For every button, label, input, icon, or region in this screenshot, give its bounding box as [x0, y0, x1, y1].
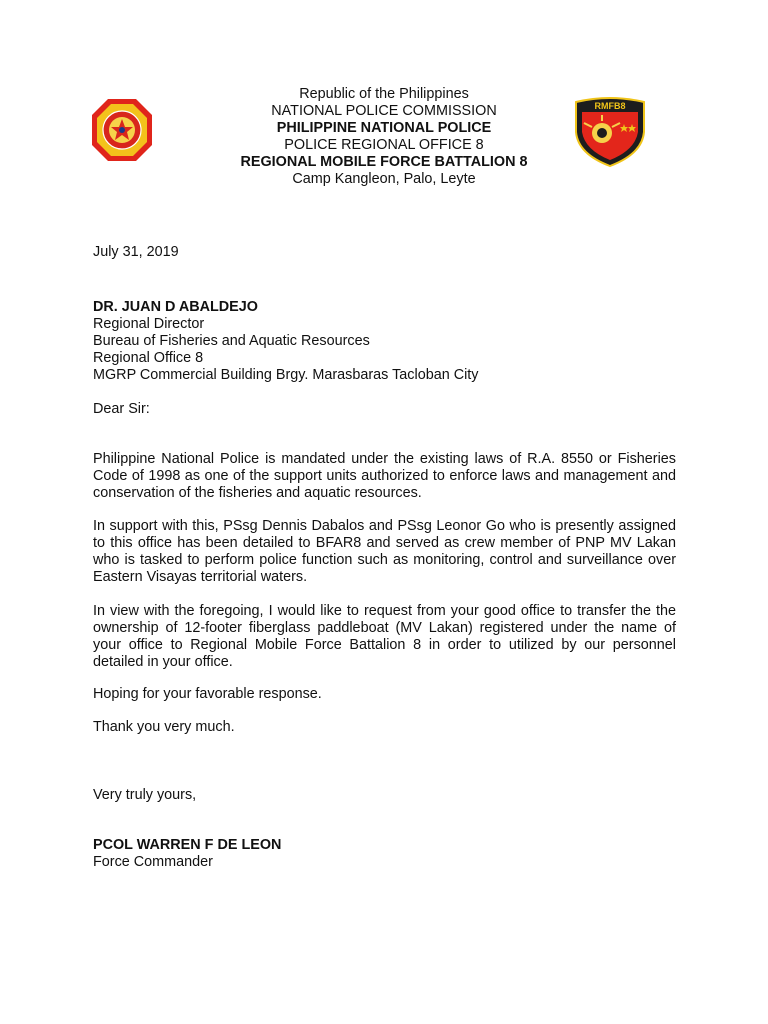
- body-paragraph-4: Hoping for your favorable response.: [93, 686, 322, 702]
- letterhead-pnp: PHILIPPINE NATIONAL POLICE: [276, 120, 492, 136]
- signatory-title: Force Commander: [93, 854, 213, 870]
- recipient-office: Regional Office 8: [93, 350, 204, 366]
- closing: Very truly yours,: [93, 787, 197, 803]
- recipient-block: [93, 299, 676, 384]
- signatory-name: PCOL WARREN F DE LEON: [93, 837, 282, 853]
- letterhead-republic: Republic of the Philippines: [299, 86, 469, 102]
- recipient-address: MGRP Commercial Building Brgy. Marasbaras Tacloban City: [93, 367, 479, 383]
- signature-block: [93, 837, 676, 871]
- letterhead-address: Camp Kangleon, Palo, Leyte: [292, 171, 476, 187]
- letterhead-battalion: REGIONAL MOBILE FORCE BATTALION 8: [240, 154, 528, 170]
- letterhead-napolcom: NATIONAL POLICE COMMISSION: [271, 103, 497, 119]
- recipient-name: DR. JUAN D ABALDEJO: [93, 299, 258, 315]
- rmfb8-shield-logo: [572, 96, 648, 168]
- letter-date: July 31, 2019: [93, 244, 179, 260]
- body-paragraph-3: In view with the foregoing, I would like to request from your good office to transfer the the ownership of 12-footer fiberglass paddleboat (MV Lakan) registered under the name of your office to Regional Mobile Force Battalion 8 in order to utilized by our personnel detailed in your office.: [93, 603, 676, 670]
- pnp-seal-logo: [90, 97, 154, 163]
- salutation: Dear Sir:: [93, 401, 150, 417]
- recipient-organization: Bureau of Fisheries and Aquatic Resources: [93, 333, 370, 349]
- letterhead: [184, 86, 584, 188]
- body-paragraph-1: Philippine National Police is mandated under the existing laws of R.A. 8550 or Fisheries Code of 1998 as one of the support units authorized to enforce laws and management and conservation of the fisheries and aquatic resources.: [93, 451, 676, 501]
- rmfb8-logo-text: RMFB8: [594, 101, 626, 111]
- body-paragraph-2: In support with this, PSsg Dennis Dabalos and PSsg Leonor Go who is presently assigned to this office has been detailed to BFAR8 and served as crew member of PNP MV Lakan who is tasked to perform police function such as monitoring, control and surveillance over Eastern Visayas territorial waters.: [93, 518, 676, 585]
- body-paragraph-5: Thank you very much.: [93, 719, 235, 735]
- recipient-title: Regional Director: [93, 316, 205, 332]
- letterhead-regional-office: POLICE REGIONAL OFFICE 8: [284, 137, 484, 153]
